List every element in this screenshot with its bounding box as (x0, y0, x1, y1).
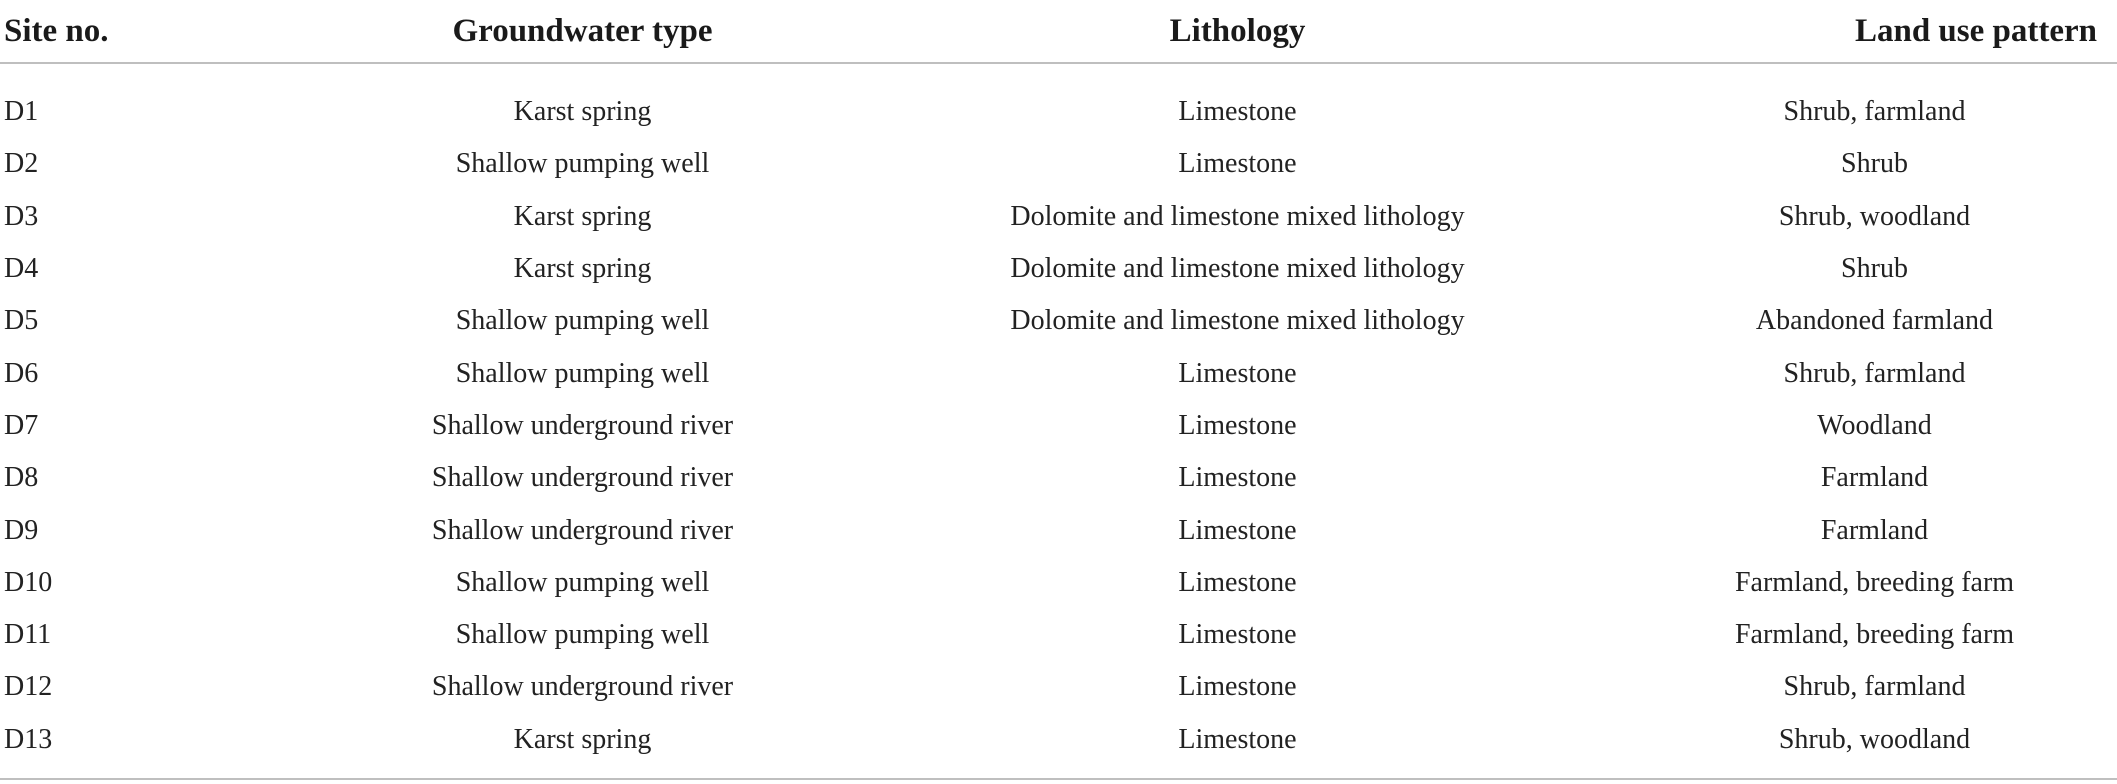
cell-lithology: Limestone (1178, 148, 1297, 180)
cell-lithology: Limestone (1178, 462, 1297, 494)
cell-groundwater-type: Karst spring (513, 96, 652, 128)
table-row (0, 243, 2117, 295)
cell-site: D11 (4, 619, 52, 651)
table-row (0, 557, 2117, 609)
cell-lithology: Dolomite and limestone mixed lithology (1010, 253, 1465, 285)
cell-land-use: Shrub, farmland (1783, 357, 1966, 389)
table-header (0, 0, 2117, 63)
cell-site: D1 (4, 96, 39, 128)
cell-lithology: Dolomite and limestone mixed lithology (1010, 200, 1465, 232)
header-row (0, 0, 2117, 63)
table-row (0, 63, 2117, 138)
cell-groundwater-type: Shallow underground river (431, 409, 734, 441)
header-land-use-pattern: Land use pattern (1600, 0, 2117, 63)
cell-land-use: Farmland, breeding farm (1734, 619, 2015, 651)
cell-lithology: Limestone (1178, 409, 1297, 441)
table-row (0, 400, 2117, 452)
cell-site: D2 (4, 148, 39, 180)
cell-groundwater-type: Karst spring (513, 253, 652, 285)
cell-site: D8 (4, 462, 39, 494)
table-body (0, 63, 2117, 766)
cell-land-use: Abandoned farmland (1755, 305, 1994, 337)
cell-land-use: Shrub, farmland (1783, 96, 1966, 128)
cell-site: D9 (4, 514, 39, 546)
cell-land-use: Farmland, breeding farm (1734, 566, 2015, 598)
header-site-no: Site no. (0, 0, 290, 63)
table-row (0, 452, 2117, 504)
cell-land-use: Shrub (1841, 253, 1908, 285)
cell-site: D10 (4, 566, 53, 598)
cell-lithology: Limestone (1178, 514, 1297, 546)
cell-groundwater-type: Shallow underground river (431, 671, 734, 703)
cell-land-use: Shrub, woodland (1778, 200, 1971, 232)
table-row (0, 714, 2117, 766)
cell-land-use: Farmland (1820, 514, 1929, 546)
cell-groundwater-type: Shallow pumping well (455, 148, 710, 180)
cell-groundwater-type: Shallow pumping well (455, 357, 710, 389)
cell-land-use: Shrub, farmland (1783, 671, 1966, 703)
cell-lithology: Limestone (1178, 96, 1297, 128)
cell-lithology: Limestone (1178, 723, 1297, 755)
cell-groundwater-type: Shallow underground river (431, 514, 734, 546)
cell-groundwater-type: Karst spring (513, 723, 652, 755)
header-lithology: Lithology (875, 0, 1600, 63)
cell-lithology: Limestone (1178, 357, 1297, 389)
cell-site: D6 (4, 357, 39, 389)
cell-groundwater-type: Shallow underground river (431, 462, 734, 494)
cell-land-use: Shrub, woodland (1778, 723, 1971, 755)
cell-lithology: Dolomite and limestone mixed lithology (1010, 305, 1465, 337)
cell-site: D13 (4, 723, 53, 755)
cell-land-use: Woodland (1817, 409, 1932, 441)
cell-site: D12 (4, 671, 53, 703)
cell-lithology: Limestone (1178, 566, 1297, 598)
cell-site: D5 (4, 305, 39, 337)
table-row (0, 138, 2117, 190)
cell-groundwater-type: Shallow pumping well (455, 305, 710, 337)
table-row (0, 295, 2117, 347)
table-row (0, 504, 2117, 556)
cell-lithology: Limestone (1178, 671, 1297, 703)
cell-site: D4 (4, 253, 39, 285)
cell-lithology: Limestone (1178, 619, 1297, 651)
cell-site: D3 (4, 200, 39, 232)
cell-groundwater-type: Karst spring (513, 200, 652, 232)
header-groundwater-type: Groundwater type (290, 0, 875, 63)
cell-land-use: Farmland (1820, 462, 1929, 494)
table-row (0, 609, 2117, 661)
cell-groundwater-type: Shallow pumping well (455, 566, 710, 598)
cell-groundwater-type: Shallow pumping well (455, 619, 710, 651)
cell-land-use: Shrub (1841, 148, 1908, 180)
table-bottom-rule (0, 778, 2117, 780)
cell-site: D7 (4, 409, 39, 441)
table-row (0, 191, 2117, 243)
table-row (0, 661, 2117, 713)
table-row (0, 347, 2117, 399)
